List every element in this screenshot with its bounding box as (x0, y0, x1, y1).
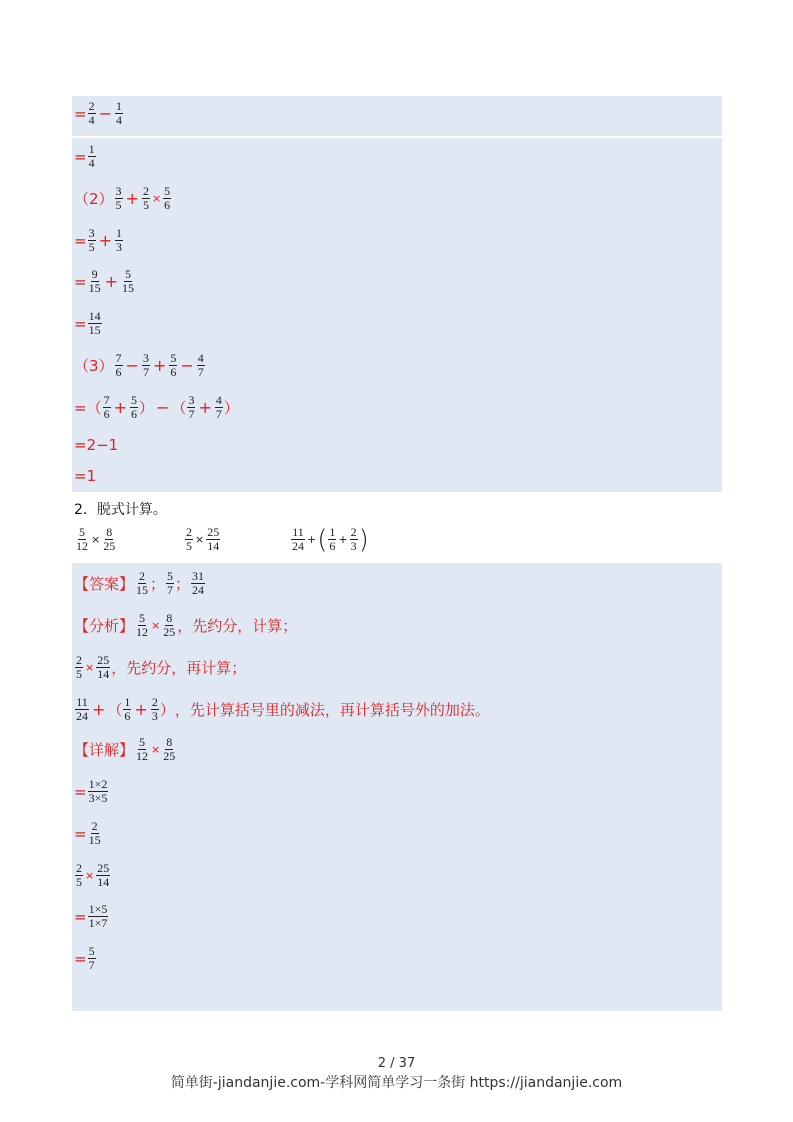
answer-line: 【答案】 $\frac{2}{15}$ ； $\frac{5}{7}$ ； $\frac{31}{24}$ (74, 569, 205, 597)
detail-step-5: = $\frac{5}{7}$ (74, 944, 95, 972)
step-line-2: = $\frac{1}{4}$ (74, 142, 95, 170)
minus-sign: − (98, 104, 112, 123)
footer-site-text: 简单街-jiandanjie.com-学科网简单学习一条街 https://jiandanjie.com (170, 1075, 623, 1091)
step-line-8: = （ $\frac{7}{6}$ + $\frac{5}{6}$ ） − （ $\frac{3}{7}$ + $\frac{4}{7}$ ） (74, 393, 239, 421)
detail-step-4: = $\frac{1\times 5}{1\times 7}$ (74, 902, 108, 930)
analysis-line-3: $\frac{11}{24}$ + （ $\frac{1}{6}$ + $\frac{2}{3}$ ） ，先计算括号里的减法，再计算括号外的加法。 (76, 695, 490, 723)
analysis-line-1: 【分析】 $\frac{5}{12}$ × $\frac{8}{25}$ ，先约分，计算； (74, 611, 298, 639)
equals-sign: = (74, 104, 87, 123)
step-line-9: =2−1 (74, 436, 119, 454)
detail-step-1: = $\frac{1\times 2}{3\times 5}$ (74, 777, 108, 805)
problem-label: （2） (74, 190, 114, 208)
solution-box-top (72, 96, 722, 136)
detail-line: 【详解】 $\frac{5}{12}$ × $\frac{8}{25}$ (74, 735, 176, 763)
expression-1: $\frac{5}{12}$ × $\frac{8}{25}$ (76, 525, 116, 553)
analysis-line-2: $\frac{2}{5}$ × $\frac{25}{14}$ ，先约分，再计算； (76, 653, 247, 681)
step-line-4: = $\frac{3}{5}$ + $\frac{1}{3}$ (74, 226, 122, 254)
fraction: $\frac{2}{4}$ (88, 99, 95, 127)
problem-2-line: （2） $\frac{3}{5}$ + $\frac{2}{5}$ × $\frac{5}{6}$ (74, 184, 171, 212)
step-line-5: = $\frac{9}{15}$ + $\frac{5}{15}$ (74, 267, 134, 295)
detail-step-3: $\frac{2}{5}$ × $\frac{25}{14}$ (76, 861, 110, 889)
detail-step-2: = $\frac{2}{15}$ (74, 819, 101, 847)
fraction: $\frac{1}{4}$ (88, 142, 95, 170)
step-line-10: =1 (74, 467, 97, 485)
step-line-1 (74, 100, 124, 127)
question-title: 2．脱式计算。 (74, 502, 167, 518)
expression-3: $\frac{11}{24}$ + ( $\frac{1}{6}$ + $\frac{2}{3}$ ) (292, 524, 369, 555)
page-number: 2 / 37 (377, 1056, 416, 1071)
problem-3-line: （3） $\frac{7}{6}$ − $\frac{3}{7}$ + $\frac{5}{6}$ − $\frac{4}{7}$ (74, 351, 204, 379)
answer-label: 【答案】 (74, 575, 135, 593)
step-line-6: = $\frac{14}{15}$ (74, 309, 101, 337)
expression-2: $\frac{2}{5}$ × $\frac{25}{14}$ (186, 525, 220, 553)
fraction: $\frac{1}{4}$ (115, 99, 122, 127)
problem-label: （3） (74, 357, 114, 375)
detail-label: 【详解】 (74, 741, 135, 759)
analysis-label: 【分析】 (74, 617, 135, 635)
